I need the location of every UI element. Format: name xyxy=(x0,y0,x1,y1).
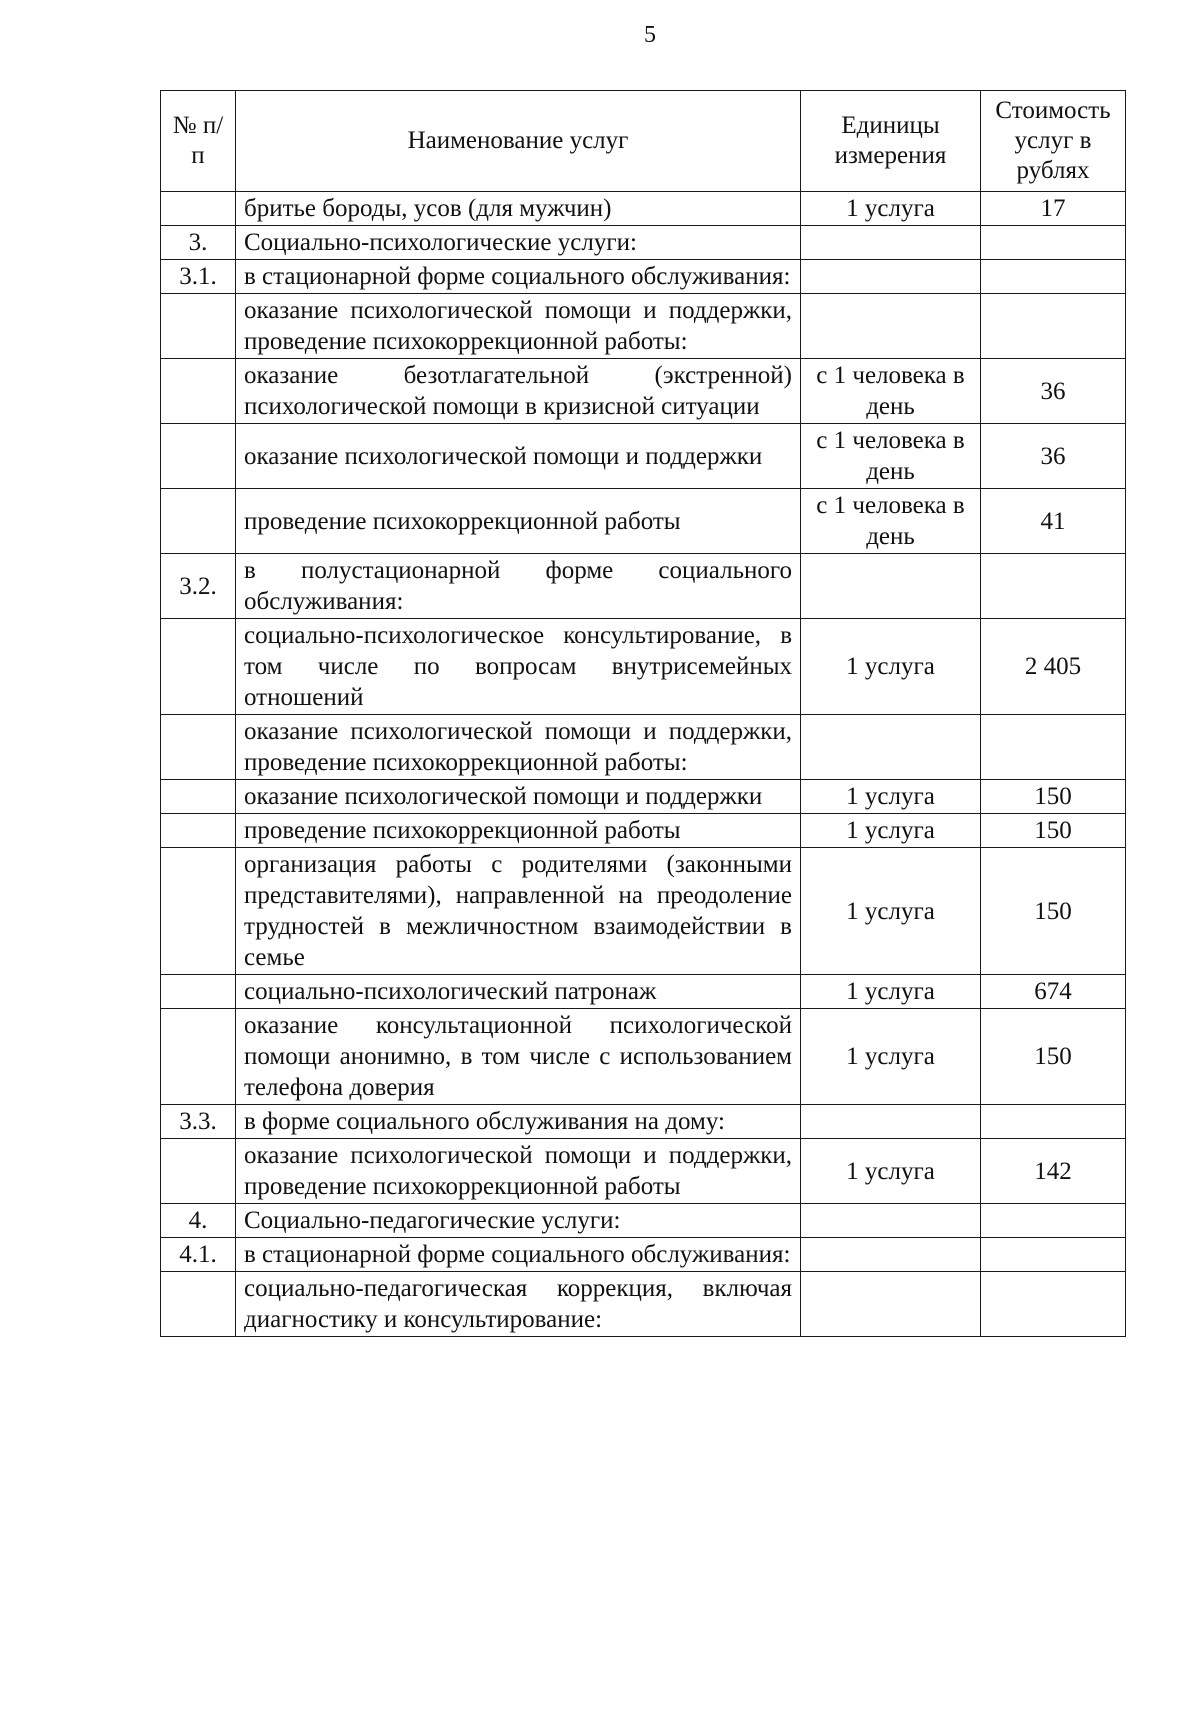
row-service-name: в полустационарной форме социального обслуживания: xyxy=(236,554,801,619)
row-unit: 1 услуга xyxy=(801,780,981,814)
row-unit xyxy=(801,715,981,780)
row-price xyxy=(981,554,1126,619)
header-service-name: Наименование услуг xyxy=(236,91,801,192)
row-price: 2 405 xyxy=(981,619,1126,715)
row-number xyxy=(161,715,236,780)
row-service-name: оказание психологической помощи и поддержки, проведение психокоррекционной работы xyxy=(236,1139,801,1204)
row-price: 150 xyxy=(981,814,1126,848)
table-row xyxy=(161,848,1126,975)
row-price xyxy=(981,715,1126,780)
row-number xyxy=(161,489,236,554)
row-number xyxy=(161,294,236,359)
row-service-name: в стационарной форме социального обслуживания: xyxy=(236,1238,801,1272)
row-number xyxy=(161,780,236,814)
row-number xyxy=(161,975,236,1009)
row-number xyxy=(161,1009,236,1105)
table-row xyxy=(161,1105,1126,1139)
row-service-name: оказание психологической помощи и поддержки xyxy=(236,780,801,814)
row-price xyxy=(981,260,1126,294)
row-price xyxy=(981,1272,1126,1337)
row-price xyxy=(981,1105,1126,1139)
row-service-name: оказание психологической помощи и поддержки xyxy=(236,424,801,489)
row-price: 150 xyxy=(981,1009,1126,1105)
table-row xyxy=(161,1272,1126,1337)
services-price-table xyxy=(160,90,1126,1337)
header-unit: Единицы измерения xyxy=(801,91,981,192)
row-service-name: социально-психологическое консультирование, в том числе по вопросам внутрисемейных отношений xyxy=(236,619,801,715)
row-number: 4.1. xyxy=(161,1238,236,1272)
row-service-name: бритье бороды, усов (для мужчин) xyxy=(236,192,801,226)
table-row xyxy=(161,359,1126,424)
row-service-name: Социально-педагогические услуги: xyxy=(236,1204,801,1238)
row-number: 4. xyxy=(161,1204,236,1238)
row-number: 3.1. xyxy=(161,260,236,294)
row-unit xyxy=(801,1105,981,1139)
row-number xyxy=(161,359,236,424)
row-number: 3.3. xyxy=(161,1105,236,1139)
row-number xyxy=(161,848,236,975)
row-price: 150 xyxy=(981,848,1126,975)
row-price: 36 xyxy=(981,424,1126,489)
row-price xyxy=(981,294,1126,359)
row-number xyxy=(161,192,236,226)
table-row xyxy=(161,226,1126,260)
table-row xyxy=(161,192,1126,226)
row-unit: с 1 человека в день xyxy=(801,359,981,424)
table-row xyxy=(161,975,1126,1009)
row-unit xyxy=(801,260,981,294)
row-unit xyxy=(801,554,981,619)
row-unit: 1 услуга xyxy=(801,619,981,715)
row-service-name: организация работы с родителями (законными представителями), направленной на преодоление трудностей в межличностном взаимодействии в семье xyxy=(236,848,801,975)
row-service-name: Социально-психологические услуги: xyxy=(236,226,801,260)
row-number: 3. xyxy=(161,226,236,260)
row-service-name: оказание психологической помощи и поддержки, проведение психокоррекционной работы: xyxy=(236,715,801,780)
table-row xyxy=(161,489,1126,554)
row-unit: 1 услуга xyxy=(801,975,981,1009)
row-service-name: оказание консультационной психологической помощи анонимно, в том числе с использованием телефона доверия xyxy=(236,1009,801,1105)
table-row xyxy=(161,424,1126,489)
row-unit xyxy=(801,1204,981,1238)
row-price: 142 xyxy=(981,1139,1126,1204)
row-price xyxy=(981,1204,1126,1238)
row-unit: 1 услуга xyxy=(801,192,981,226)
row-unit: 1 услуга xyxy=(801,1139,981,1204)
table-row xyxy=(161,715,1126,780)
row-unit: с 1 человека в день xyxy=(801,424,981,489)
page-number: 5 xyxy=(644,22,656,48)
table-row xyxy=(161,1204,1126,1238)
table-header-row xyxy=(161,91,1126,192)
row-price: 674 xyxy=(981,975,1126,1009)
row-price: 41 xyxy=(981,489,1126,554)
table-row xyxy=(161,780,1126,814)
table-row xyxy=(161,1009,1126,1105)
row-number xyxy=(161,424,236,489)
table-row xyxy=(161,619,1126,715)
row-unit: 1 услуга xyxy=(801,814,981,848)
row-service-name: оказание безотлагательной (экстренной) психологической помощи в кризисной ситуации xyxy=(236,359,801,424)
row-price xyxy=(981,1238,1126,1272)
row-unit: с 1 человека в день xyxy=(801,489,981,554)
row-service-name: в стационарной форме социального обслуживания: xyxy=(236,260,801,294)
row-number xyxy=(161,1272,236,1337)
row-unit xyxy=(801,226,981,260)
row-service-name: проведение психокоррекционной работы xyxy=(236,489,801,554)
row-service-name: социально-педагогическая коррекция, включая диагностику и консультирование: xyxy=(236,1272,801,1337)
table-row xyxy=(161,1139,1126,1204)
row-service-name: в форме социального обслуживания на дому: xyxy=(236,1105,801,1139)
row-number xyxy=(161,619,236,715)
table-row xyxy=(161,260,1126,294)
row-unit xyxy=(801,1272,981,1337)
row-unit xyxy=(801,1238,981,1272)
row-number xyxy=(161,1139,236,1204)
row-number: 3.2. xyxy=(161,554,236,619)
row-service-name: социально-психологический патронаж xyxy=(236,975,801,1009)
table-row xyxy=(161,294,1126,359)
table-row xyxy=(161,554,1126,619)
row-price: 36 xyxy=(981,359,1126,424)
tariff-table-container xyxy=(160,90,1126,1337)
header-price: Стоимость услуг в рублях xyxy=(981,91,1126,192)
row-price: 150 xyxy=(981,780,1126,814)
table-row xyxy=(161,1238,1126,1272)
table-row xyxy=(161,814,1126,848)
row-number xyxy=(161,814,236,848)
row-unit xyxy=(801,294,981,359)
row-unit: 1 услуга xyxy=(801,848,981,975)
row-service-name: проведение психокоррекционной работы xyxy=(236,814,801,848)
row-service-name: оказание психологической помощи и поддержки, проведение психокоррекционной работы: xyxy=(236,294,801,359)
row-price: 17 xyxy=(981,192,1126,226)
row-unit: 1 услуга xyxy=(801,1009,981,1105)
header-number: № п/п xyxy=(161,91,236,192)
row-price xyxy=(981,226,1126,260)
